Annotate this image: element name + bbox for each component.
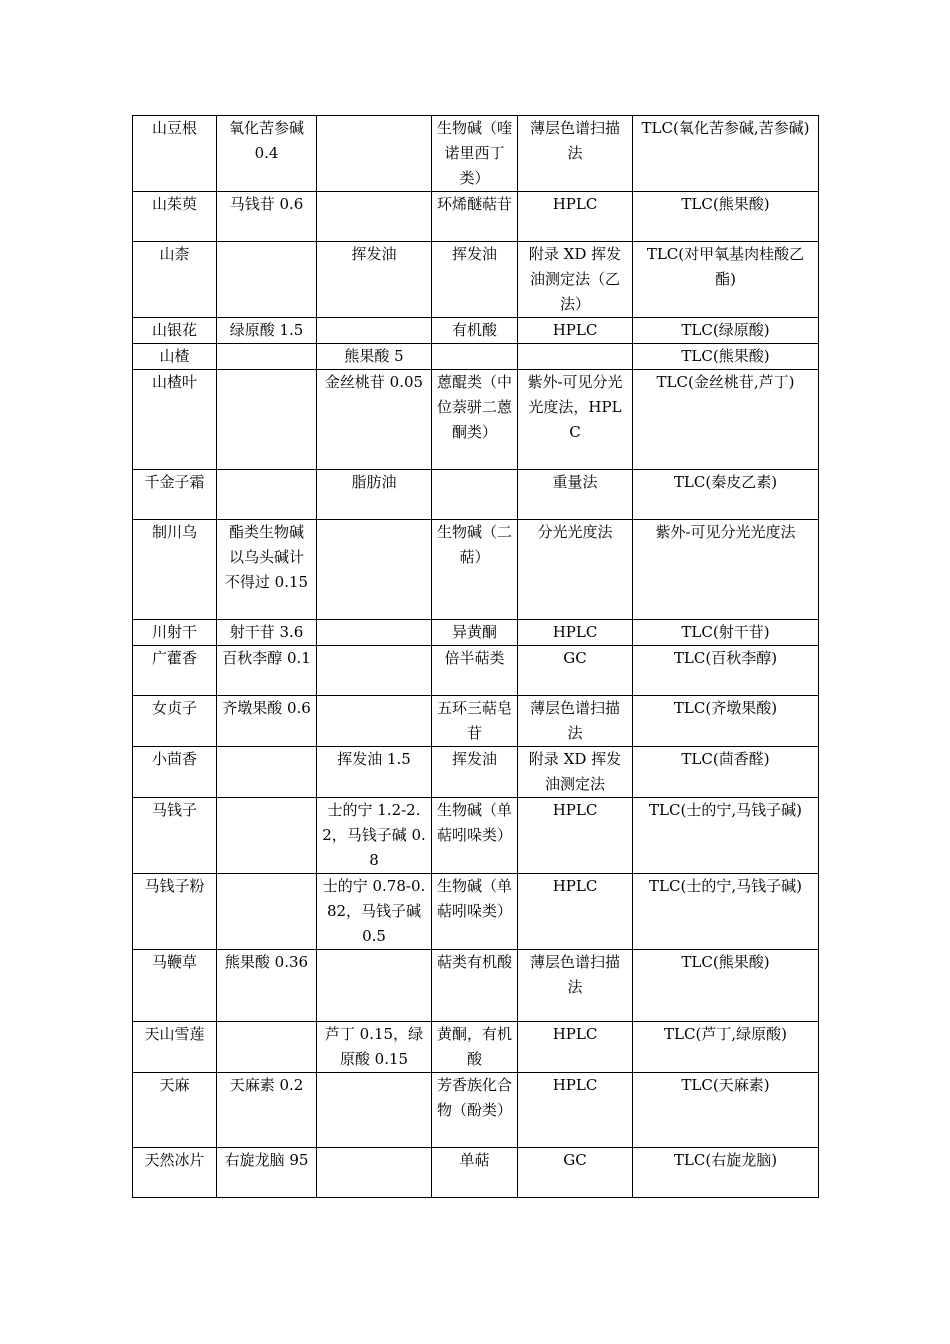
assay-method-cell: HPLC (518, 620, 633, 646)
assay-content-cell (217, 470, 317, 520)
table-row (133, 370, 819, 470)
compound-class-cell: 生物碱（二萜） (432, 520, 518, 620)
identification-cell: TLC(百秋李醇) (633, 646, 819, 696)
assay-content-cell: 绿原酸 1.5 (217, 318, 317, 344)
assay-content-cell (217, 1022, 317, 1073)
other-content-cell (317, 116, 432, 192)
assay-method-cell: HPLC (518, 318, 633, 344)
other-content-cell (317, 620, 432, 646)
herb-name-cell: 小茴香 (133, 747, 217, 798)
other-content-cell (317, 1073, 432, 1148)
other-content-cell (317, 1148, 432, 1198)
assay-content-cell: 右旋龙脑 95 (217, 1148, 317, 1198)
table-row (133, 747, 819, 798)
identification-cell: TLC(射干苷) (633, 620, 819, 646)
identification-cell: TLC(熊果酸) (633, 192, 819, 242)
assay-method-cell (518, 344, 633, 370)
herb-name-cell: 天然冰片 (133, 1148, 217, 1198)
other-content-cell (317, 696, 432, 747)
assay-method-cell: HPLC (518, 192, 633, 242)
other-content-cell (317, 192, 432, 242)
assay-content-cell: 百秋李醇 0.1 (217, 646, 317, 696)
compound-class-cell: 挥发油 (432, 747, 518, 798)
assay-method-cell: HPLC (518, 1073, 633, 1148)
assay-method-cell: 薄层色谱扫描法 (518, 696, 633, 747)
other-content-cell (317, 318, 432, 344)
identification-cell: TLC(金丝桃苷,芦丁) (633, 370, 819, 470)
compound-class-cell: 生物碱（喹诺里西丁类） (432, 116, 518, 192)
compound-class-cell (432, 470, 518, 520)
compound-class-cell: 黄酮，有机酸 (432, 1022, 518, 1073)
identification-cell: TLC(绿原酸) (633, 318, 819, 344)
assay-method-cell: 薄层色谱扫描法 (518, 116, 633, 192)
table-row (133, 1022, 819, 1073)
assay-content-cell: 熊果酸 0.36 (217, 950, 317, 1022)
identification-cell: TLC(秦皮乙素) (633, 470, 819, 520)
table-body (133, 116, 819, 1198)
herb-name-cell: 山楂叶 (133, 370, 217, 470)
assay-method-cell: 薄层色谱扫描法 (518, 950, 633, 1022)
assay-method-cell: HPLC (518, 798, 633, 874)
compound-class-cell: 挥发油 (432, 242, 518, 318)
identification-cell: TLC(熊果酸) (633, 344, 819, 370)
compound-class-cell: 五环三萜皂苷 (432, 696, 518, 747)
other-content-cell: 士的宁 1.2-2.2，马钱子碱 0.8 (317, 798, 432, 874)
table-row (133, 344, 819, 370)
herb-name-cell: 山豆根 (133, 116, 217, 192)
table-row (133, 646, 819, 696)
table-row (133, 950, 819, 1022)
table-row (133, 192, 819, 242)
herb-name-cell: 山茱萸 (133, 192, 217, 242)
identification-cell: TLC(茴香醛) (633, 747, 819, 798)
assay-method-cell: 重量法 (518, 470, 633, 520)
assay-method-cell: HPLC (518, 1022, 633, 1073)
other-content-cell (317, 646, 432, 696)
assay-content-cell: 射干苷 3.6 (217, 620, 317, 646)
table-row (133, 242, 819, 318)
assay-content-cell: 氧化苦参碱 0.4 (217, 116, 317, 192)
table-row (133, 696, 819, 747)
assay-method-cell: 附录 XD 挥发油测定法 (518, 747, 633, 798)
compound-class-cell: 单萜 (432, 1148, 518, 1198)
compound-class-cell: 倍半萜类 (432, 646, 518, 696)
table-row (133, 1148, 819, 1198)
assay-content-cell (217, 747, 317, 798)
herb-name-cell: 天麻 (133, 1073, 217, 1148)
identification-cell: TLC(芦丁,绿原酸) (633, 1022, 819, 1073)
compound-class-cell: 异黄酮 (432, 620, 518, 646)
herb-name-cell: 山楂 (133, 344, 217, 370)
assay-method-cell: GC (518, 1148, 633, 1198)
assay-content-cell: 酯类生物碱以乌头碱计不得过 0.15 (217, 520, 317, 620)
other-content-cell (317, 520, 432, 620)
other-content-cell: 挥发油 (317, 242, 432, 318)
assay-method-cell: HPLC (518, 874, 633, 950)
assay-method-cell: 紫外-可见分光光度法，HPLC (518, 370, 633, 470)
table-row (133, 470, 819, 520)
table-row (133, 620, 819, 646)
herb-name-cell: 川射干 (133, 620, 217, 646)
assay-method-cell: 分光光度法 (518, 520, 633, 620)
herb-name-cell: 马钱子 (133, 798, 217, 874)
herb-name-cell: 制川乌 (133, 520, 217, 620)
compound-class-cell: 生物碱（单萜吲哚类） (432, 874, 518, 950)
herb-name-cell: 广藿香 (133, 646, 217, 696)
assay-content-cell: 齐墩果酸 0.6 (217, 696, 317, 747)
compound-class-cell: 蒽醌类（中位萘骈二蒽酮类） (432, 370, 518, 470)
identification-cell: TLC(对甲氧基肉桂酸乙酯) (633, 242, 819, 318)
assay-content-cell (217, 344, 317, 370)
compound-class-cell (432, 344, 518, 370)
other-content-cell (317, 950, 432, 1022)
table-row (133, 798, 819, 874)
identification-cell: TLC(齐墩果酸) (633, 696, 819, 747)
assay-method-cell: GC (518, 646, 633, 696)
compound-class-cell: 生物碱（单萜吲哚类） (432, 798, 518, 874)
other-content-cell: 脂肪油 (317, 470, 432, 520)
assay-method-cell: 附录 XD 挥发油测定法（乙法） (518, 242, 633, 318)
compound-class-cell: 萜类有机酸 (432, 950, 518, 1022)
table-row (133, 116, 819, 192)
other-content-cell: 金丝桃苷 0.05 (317, 370, 432, 470)
herb-name-cell: 天山雪莲 (133, 1022, 217, 1073)
herb-name-cell: 千金子霜 (133, 470, 217, 520)
identification-cell: TLC(士的宁,马钱子碱) (633, 874, 819, 950)
other-content-cell: 熊果酸 5 (317, 344, 432, 370)
table-row (133, 318, 819, 344)
assay-content-cell: 马钱苷 0.6 (217, 192, 317, 242)
other-content-cell: 挥发油 1.5 (317, 747, 432, 798)
compound-class-cell: 环烯醚萜苷 (432, 192, 518, 242)
herb-name-cell: 山柰 (133, 242, 217, 318)
other-content-cell: 士的宁 0.78-0.82，马钱子碱 0.5 (317, 874, 432, 950)
herb-name-cell: 马鞭草 (133, 950, 217, 1022)
identification-cell: TLC(右旋龙脑) (633, 1148, 819, 1198)
identification-cell: TLC(天麻素) (633, 1073, 819, 1148)
herb-data-table (132, 115, 819, 1198)
assay-content-cell (217, 798, 317, 874)
compound-class-cell: 芳香族化合物（酚类） (432, 1073, 518, 1148)
herb-name-cell: 女贞子 (133, 696, 217, 747)
identification-cell: 紫外-可见分光光度法 (633, 520, 819, 620)
identification-cell: TLC(氧化苦参碱,苦参碱) (633, 116, 819, 192)
herb-name-cell: 马钱子粉 (133, 874, 217, 950)
herb-name-cell: 山银花 (133, 318, 217, 344)
other-content-cell: 芦丁 0.15，绿原酸 0.15 (317, 1022, 432, 1073)
assay-content-cell (217, 370, 317, 470)
identification-cell: TLC(熊果酸) (633, 950, 819, 1022)
assay-content-cell (217, 242, 317, 318)
table-row (133, 520, 819, 620)
identification-cell: TLC(士的宁,马钱子碱) (633, 798, 819, 874)
compound-class-cell: 有机酸 (432, 318, 518, 344)
table-row (133, 1073, 819, 1148)
assay-content-cell: 天麻素 0.2 (217, 1073, 317, 1148)
assay-content-cell (217, 874, 317, 950)
table-row (133, 874, 819, 950)
